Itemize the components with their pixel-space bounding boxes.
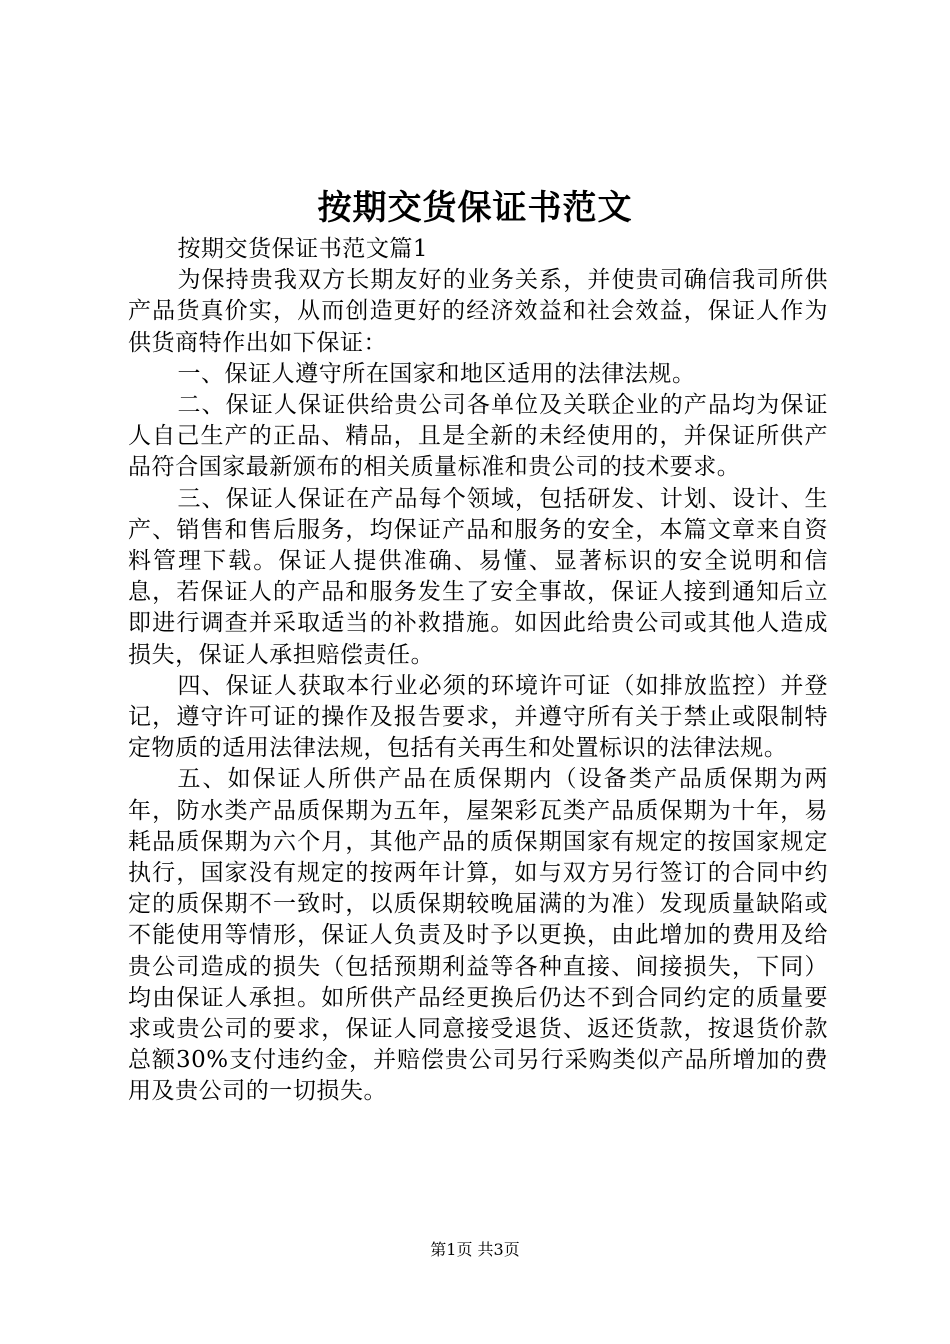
paragraph-clause-2: 二、保证人保证供给贵公司各单位及关联企业的产品均为保证人自己生产的正品、精品，且是全新的未经使用的，并保证所供产品符合国家最新颁布的相关质量标准和贵公司的技术要求。 bbox=[128, 392, 828, 481]
paragraph-clause-4: 四、保证人获取本行业必须的环境许可证（如排放监控）并登记，遵守许可证的操作及报告要求，并遵守所有关于禁止或限制特定物质的适用法律法规，包括有关再生和处置标识的法律法规。 bbox=[128, 672, 828, 762]
page-number-footer: 第1页 共3页 bbox=[430, 1240, 520, 1259]
document-body bbox=[128, 234, 828, 1108]
paragraph-clause-3: 三、保证人保证在产品每个领域，包括研发、计划、设计、生产、销售和售后服务，均保证产品和服务的安全，本篇文章来自资料管理下载。保证人提供准确、易懂、显著标识的安全说明和信息，若保证人的产品和服务发生了安全事故，保证人接到通知后立即进行调查并采取适当的补救措施。如因此给贵公司或其他人造成损失，保证人承担赔偿责任。 bbox=[128, 485, 828, 668]
page-title: 按期交货保证书范文 bbox=[317, 188, 633, 228]
paragraph-clause-5: 五、如保证人所供产品在质保期内（设备类产品质保期为两年，防水类产品质保期为五年，屋架彩瓦类产品质保期为十年，易耗品质保期为六个月，其他产品的质保期国家有规定的按国家规定执行，国家没有规定的按两年计算，如与双方另行签订的合同中约定的质保期不一致时，以质保期较晚届满的为准）发现质量缺陷或不能使用等情形，保证人负责及时予以更换，由此增加的费用及给贵公司造成的损失（包括预期利益等各种直接、间接损失，下同）均由保证人承担。如所供产品经更换后仍达不到合同约定的质量要求或贵公司的要求，保证人同意接受退货、返还货款，按退货价款总额30%支付违约金，并赔偿贵公司另行采购类似产品所增加的费用及贵公司的一切损失。 bbox=[128, 766, 828, 1105]
paragraph-clause-1: 一、保证人遵守所在国家和地区适用的法律法规。 bbox=[177, 360, 696, 387]
section-subtitle: 按期交货保证书范文篇1 bbox=[177, 236, 429, 262]
paragraph-intro: 为保持贵我双方长期友好的业务关系，并使贵司确信我司所供产品货真价实，从而创造更好的经济效益和社会效益，保证人作为供货商特作出如下保证： bbox=[128, 267, 828, 356]
